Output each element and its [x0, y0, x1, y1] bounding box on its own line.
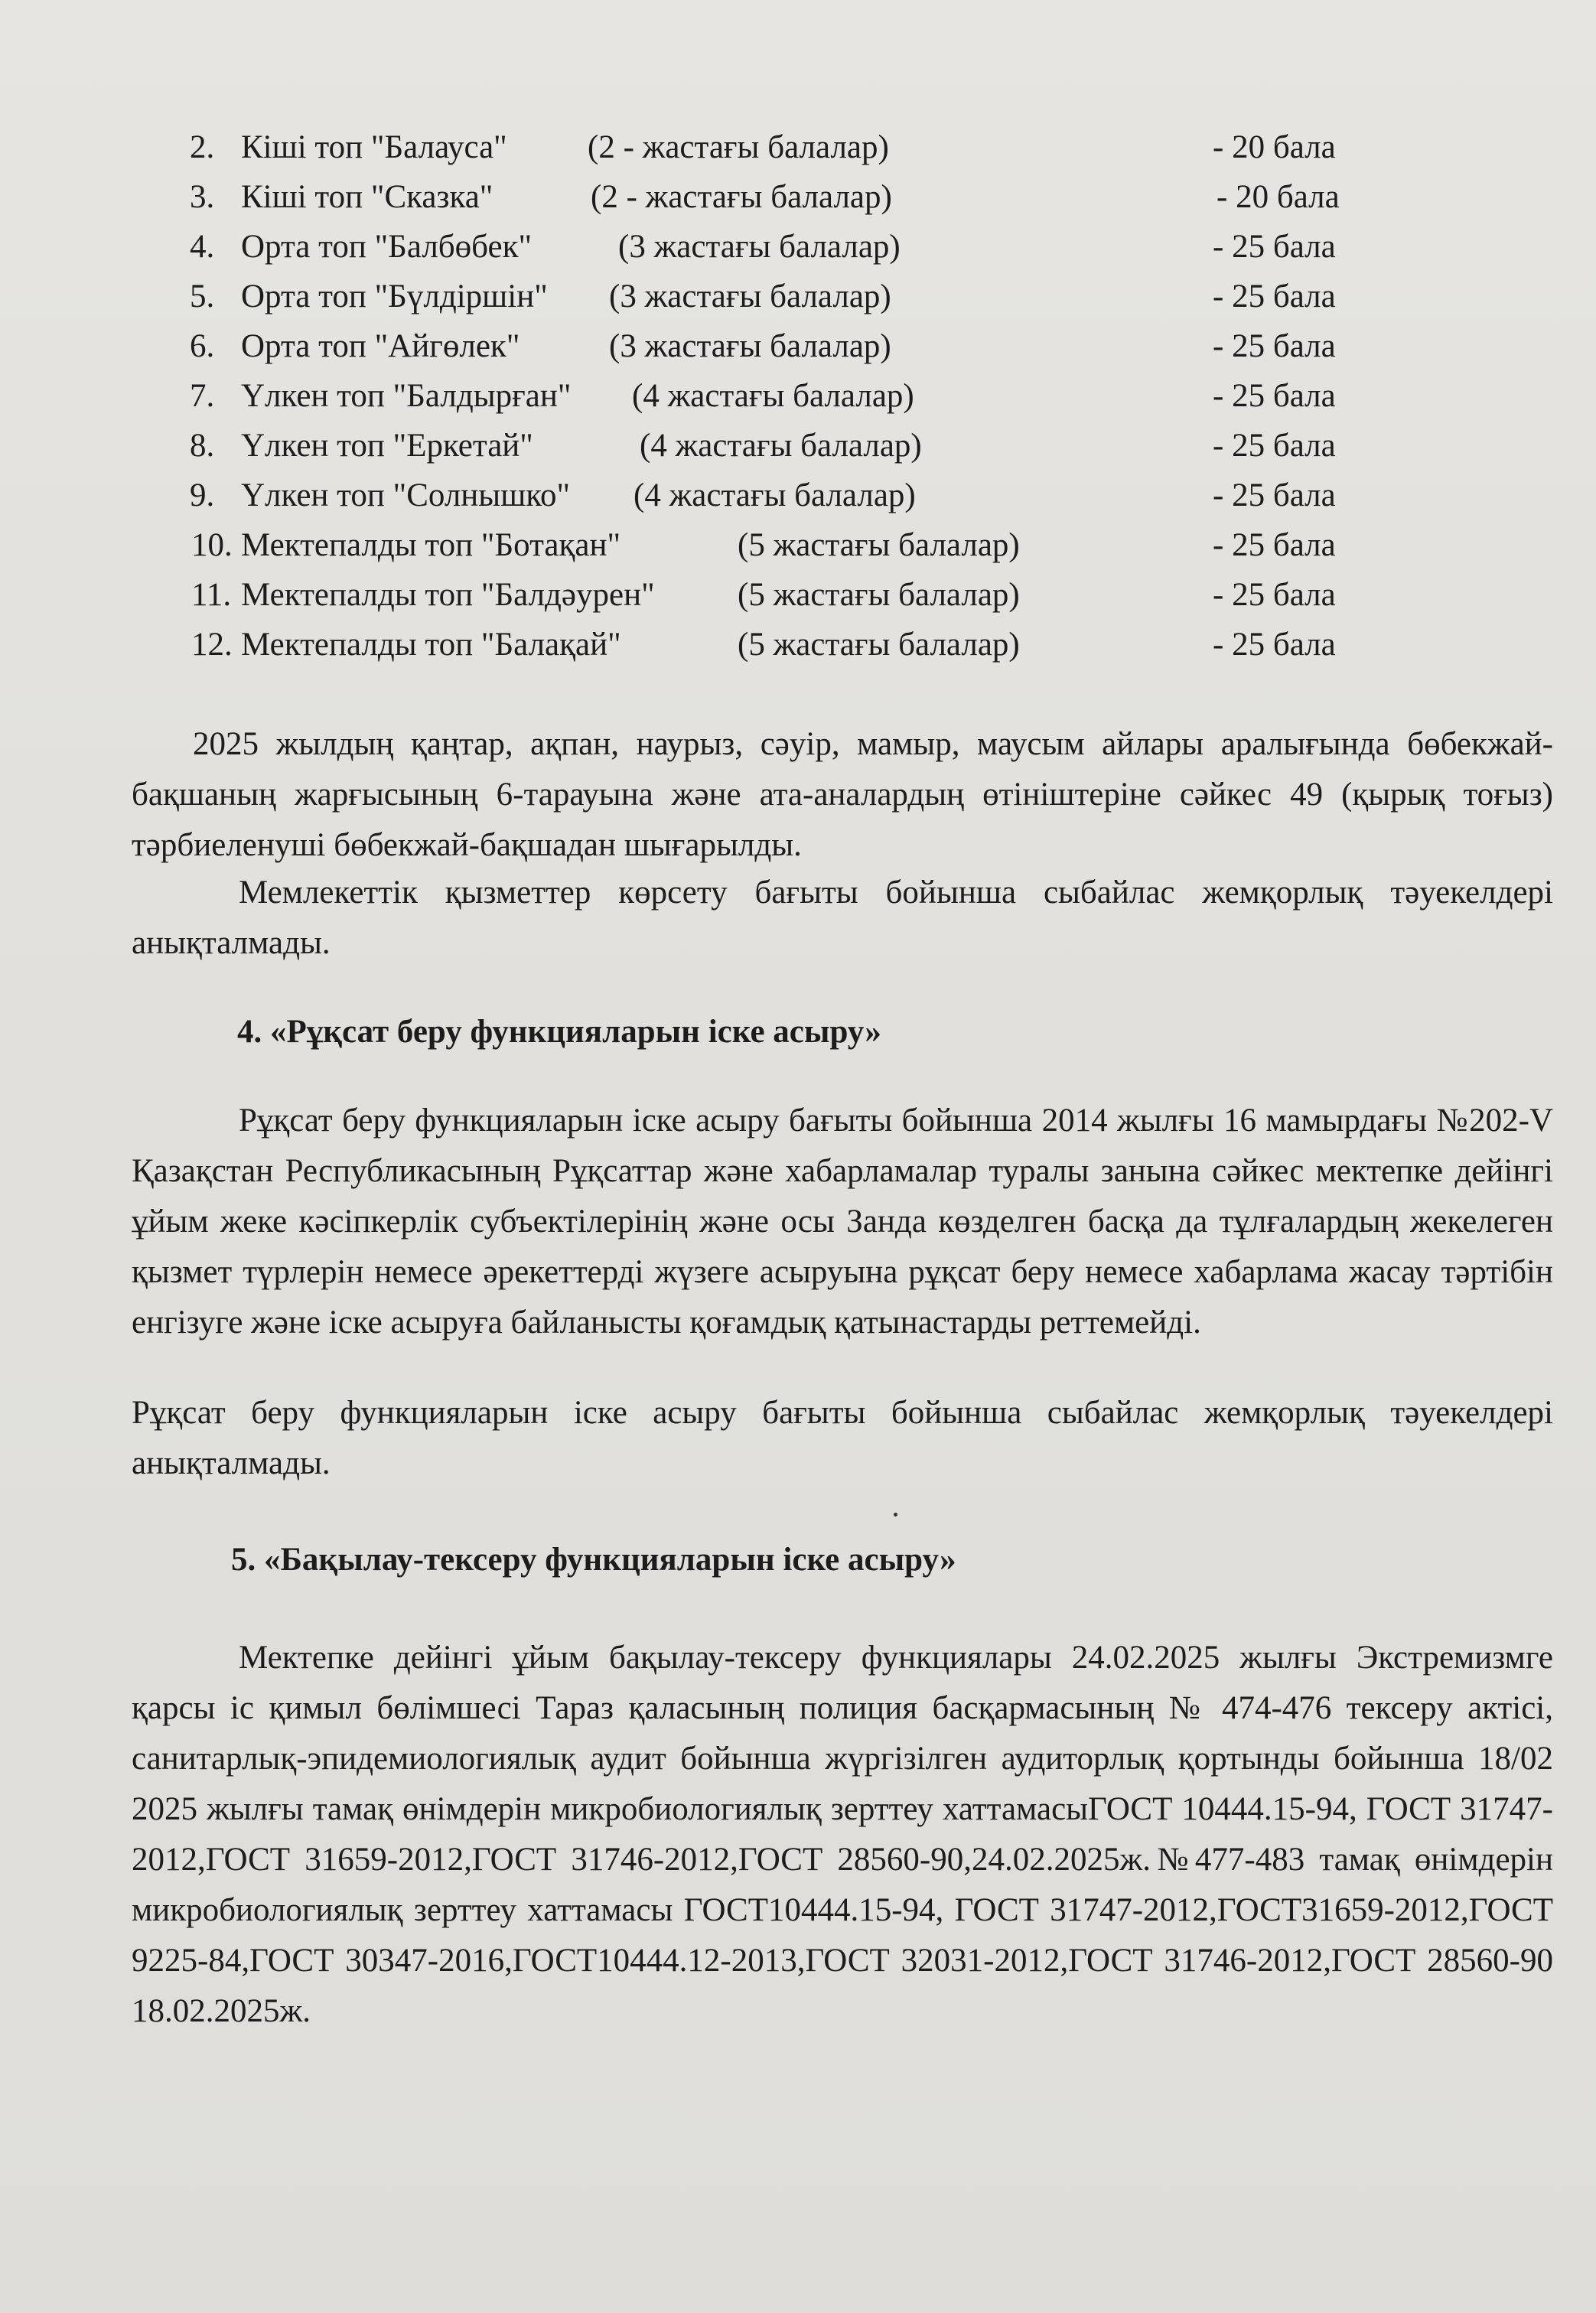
section-5-heading: 5. «Бақылау-тексеру функцияларын іске асыру» [231, 1542, 956, 1578]
group-count: - 25 бала [1213, 428, 1336, 464]
section-4-conclusion: Рұқсат беру функцияларын іске асыру бағыты бойынша сыбайлас жемқорлық тәуекелдері анықталмады. [132, 1395, 1553, 1481]
paragraph-expelled: 2025 жылдың қаңтар, ақпан, наурыз, сәуір, мамыр, маусым айлары аралығында бөбекжай-бақшаның жарғысының 6-тарауына және ата-аналардың өтініштеріне сәйкес 49 (қырық тоғыз) тәрбиеленуші бөбекжай-бақшадан шығарылды. [132, 726, 1553, 863]
ink-dot [894, 1513, 897, 1516]
group-age: (2 - жастағы балалар) [588, 129, 889, 165]
item-number: 6. [190, 328, 215, 364]
group-name: Орта топ "Айгөлек" [241, 328, 520, 364]
item-number: 12. [191, 627, 233, 663]
group-age: (4 жастағы балалар) [634, 477, 916, 513]
list-item [0, 471, 1596, 520]
group-name: Орта топ "Бүлдіршін" [241, 279, 548, 314]
list-item [0, 122, 1596, 172]
list-item [0, 172, 1596, 222]
group-age: (5 жастағы балалар) [738, 627, 1020, 663]
group-count: - 25 бала [1213, 378, 1336, 414]
group-count: - 20 бала [1217, 179, 1340, 215]
group-count: - 25 бала [1213, 477, 1336, 513]
group-count: - 25 бала [1213, 577, 1336, 613]
list-item [0, 620, 1596, 669]
item-number: 8. [190, 428, 215, 464]
group-name: Кіші топ "Балауса" [241, 129, 507, 165]
group-count: - 25 бала [1213, 279, 1336, 314]
section-4-paragraph: Рұқсат беру функцияларын іске асыру бағыты бойынша 2014 жылғы 16 мамырдағы №202-V Қазақстан Республикасының Рұқсаттар және хабарламалар туралы занына сәйкес мектепке дейінгі ұйым жеке кәсіпкерлік субъектілерінің және осы Занда көзделген басқа да тұлғалардың жекелеген қызмет түрлерін немесе әрекеттерді жүзеге асыруына рұқсат беру немесе хабарлама жасау тәртібін енгізуге және іске асыруға байланысты қоғамдық қатынастарды реттемейді. [132, 1103, 1553, 1341]
list-item [0, 520, 1596, 570]
group-count: - 20 бала [1213, 129, 1336, 165]
item-number: 9. [190, 477, 215, 513]
list-item [0, 272, 1596, 321]
group-age: (5 жастағы балалар) [738, 577, 1020, 613]
section-5-paragraph: Мектепке дейінгі ұйым бақылау-тексеру функциялары 24.02.2025 жылғы Экстремизмге қарсы іс қимыл бөлімшесі Тараз қаласының полиция басқармасының № 474-476 тексеру актісі, санитарлық-эпидемиологиялық аудит бойынша жүргізілген аудиторлық қортынды бойынша 18/02 2025 жылғы тамақ өнімдерін микробиологиялық зерттеу хаттамасыГОСТ 10444.15-94, ГОСТ 31747-2012,ГОСТ 31659-2012,ГОСТ 31746-2012,ГОСТ 28560-90,24.02.2025ж.№477-483 тамақ өнімдерін микробиологиялық зерттеу хаттамасы ГОСТ10444.15-94, ГОСТ 31747-2012,ГОСТ31659-2012,ГОСТ 9225-84,ГОСТ 30347-2016,ГОСТ10444.12-2013,ГОСТ 32031-2012,ГОСТ 31746-2012,ГОСТ 28560-90 18.02.2025ж. [132, 1640, 1553, 2029]
paragraph-state-services: Мемлекеттік қызметтер көрсету бағыты бойынша сыбайлас жемқорлық тәуекелдері анықталмады. [132, 875, 1553, 961]
item-number: 4. [190, 229, 215, 265]
item-number: 7. [190, 378, 215, 414]
group-age: (4 жастағы балалар) [640, 428, 922, 464]
item-number: 3. [190, 179, 215, 215]
group-name: Үлкен топ "Еркетай" [241, 428, 533, 464]
list-item [0, 371, 1596, 421]
group-count: - 25 бала [1213, 328, 1336, 364]
list-item [0, 222, 1596, 272]
group-count: - 25 бала [1213, 627, 1336, 663]
section-4-heading: 4. «Рұқсат беру функцияларын іске асыру» [237, 1014, 881, 1050]
group-age: (2 - жастағы балалар) [591, 179, 892, 215]
group-count: - 25 бала [1213, 527, 1336, 563]
group-name: Мектепалды топ "Ботақан" [241, 527, 621, 563]
group-name: Орта топ "Балбөбек" [241, 229, 533, 265]
group-count: - 25 бала [1213, 229, 1336, 265]
item-number: 5. [190, 279, 215, 314]
group-name: Мектепалды топ "Балдәурен" [241, 577, 655, 613]
item-number: 11. [191, 577, 232, 613]
group-age: (3 жастағы балалар) [618, 229, 901, 265]
group-name: Үлкен топ "Солнышко" [241, 477, 571, 513]
list-item [0, 421, 1596, 471]
group-list [0, 122, 1596, 669]
item-number: 2. [190, 129, 215, 165]
group-name: Кіші топ "Сказка" [241, 179, 493, 215]
group-name: Мектепалды топ "Балақай" [241, 627, 621, 663]
list-item [0, 321, 1596, 371]
group-age: (4 жастағы балалар) [632, 378, 914, 414]
list-item [0, 570, 1596, 620]
group-name: Үлкен топ "Балдырған" [241, 378, 572, 414]
group-age: (5 жастағы балалар) [738, 527, 1020, 563]
group-age: (3 жастағы балалар) [609, 279, 891, 314]
item-number: 10. [191, 527, 233, 563]
group-age: (3 жастағы балалар) [609, 328, 891, 364]
